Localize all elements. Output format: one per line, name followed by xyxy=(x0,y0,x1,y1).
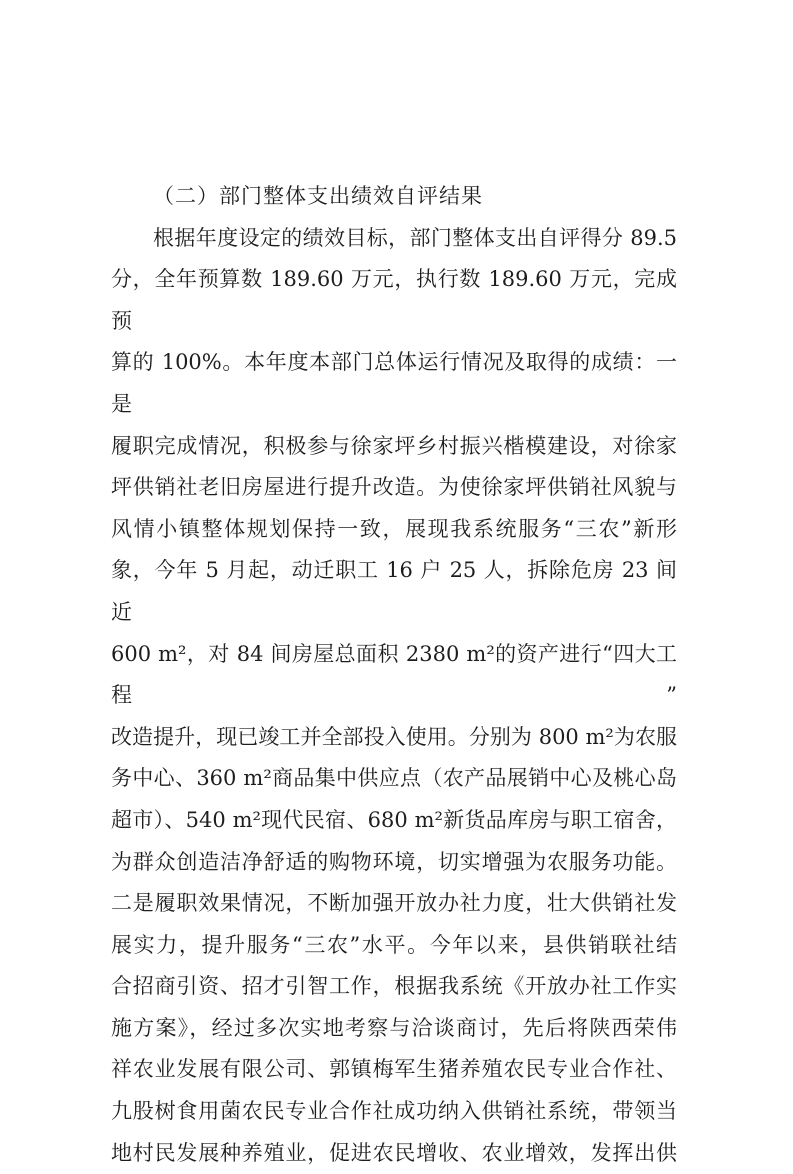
paragraph-line: 根据年度设定的绩效目标，部门整体支出自评得分 89.5 xyxy=(153,225,677,250)
paragraph-line: 改造提升，现已竣工并全部投入使用。分别为 800 m²为农服 xyxy=(111,724,677,749)
paragraph-line: 务中心、360 m²商品集中供应点（农产品展销中心及桃心岛 xyxy=(111,766,677,791)
document-body xyxy=(111,176,677,1174)
paragraph-line: 为群众创造洁净舒适的购物环境，切实增强为农服务功能。 xyxy=(111,849,677,874)
paragraph-line: 祥农业发展有限公司、郭镇梅军生猪养殖农民专业合作社、 xyxy=(111,1057,677,1082)
paragraph-line: 展实力，提升服务“三农”水平。今年以来，县供销联社结 xyxy=(111,932,677,957)
paragraph-line: 施方案》，经过多次实地考察与洽谈商讨，先后将陕西荣伟 xyxy=(111,1015,677,1040)
paragraph-line: 坪供销社老旧房屋进行提升改造。为使徐家坪供销社风貌与 xyxy=(111,475,677,500)
paragraph-line: 地村民发展种养殖业，促进农民增收、农业增效，发挥出供 xyxy=(111,1140,677,1165)
paragraph-line: 600 m²，对 84 间房屋总面积 2380 m²的资产进行“四大工程” xyxy=(111,641,677,708)
paragraph-line: 九股树食用菌农民专业合作社成功纳入供销社系统，带领当 xyxy=(111,1099,677,1124)
paragraph-line: 合招商引资、招才引智工作，根据我系统《开放办社工作实 xyxy=(111,974,677,999)
section-heading: （二）部门整体支出绩效自评结果 xyxy=(153,184,483,208)
paragraph-line: 超市）、540 m²现代民宿、680 m²新货品库房与职工宿舍， xyxy=(111,807,677,832)
paragraph-line: 算的 100%。本年度本部门总体运行情况及取得的成绩：一是 xyxy=(111,350,677,416)
paragraph-line: 分，全年预算数 189.60 万元，执行数 189.60 万元，完成预 xyxy=(111,267,677,333)
paragraph-line: 履职完成情况，积极参与徐家坪乡村振兴楷模建设，对徐家 xyxy=(111,433,677,458)
paragraph-line: 象，今年 5 月起，动迁职工 16 户 25 人，拆除危房 23 间近 xyxy=(111,558,677,624)
paragraph-line: 二是履职效果情况，不断加强开放办社力度，壮大供销社发 xyxy=(111,891,677,916)
body-paragraph xyxy=(111,218,677,1174)
paragraph-line: 风情小镇整体规划保持一致，展现我系统服务“三农”新形 xyxy=(111,516,677,541)
